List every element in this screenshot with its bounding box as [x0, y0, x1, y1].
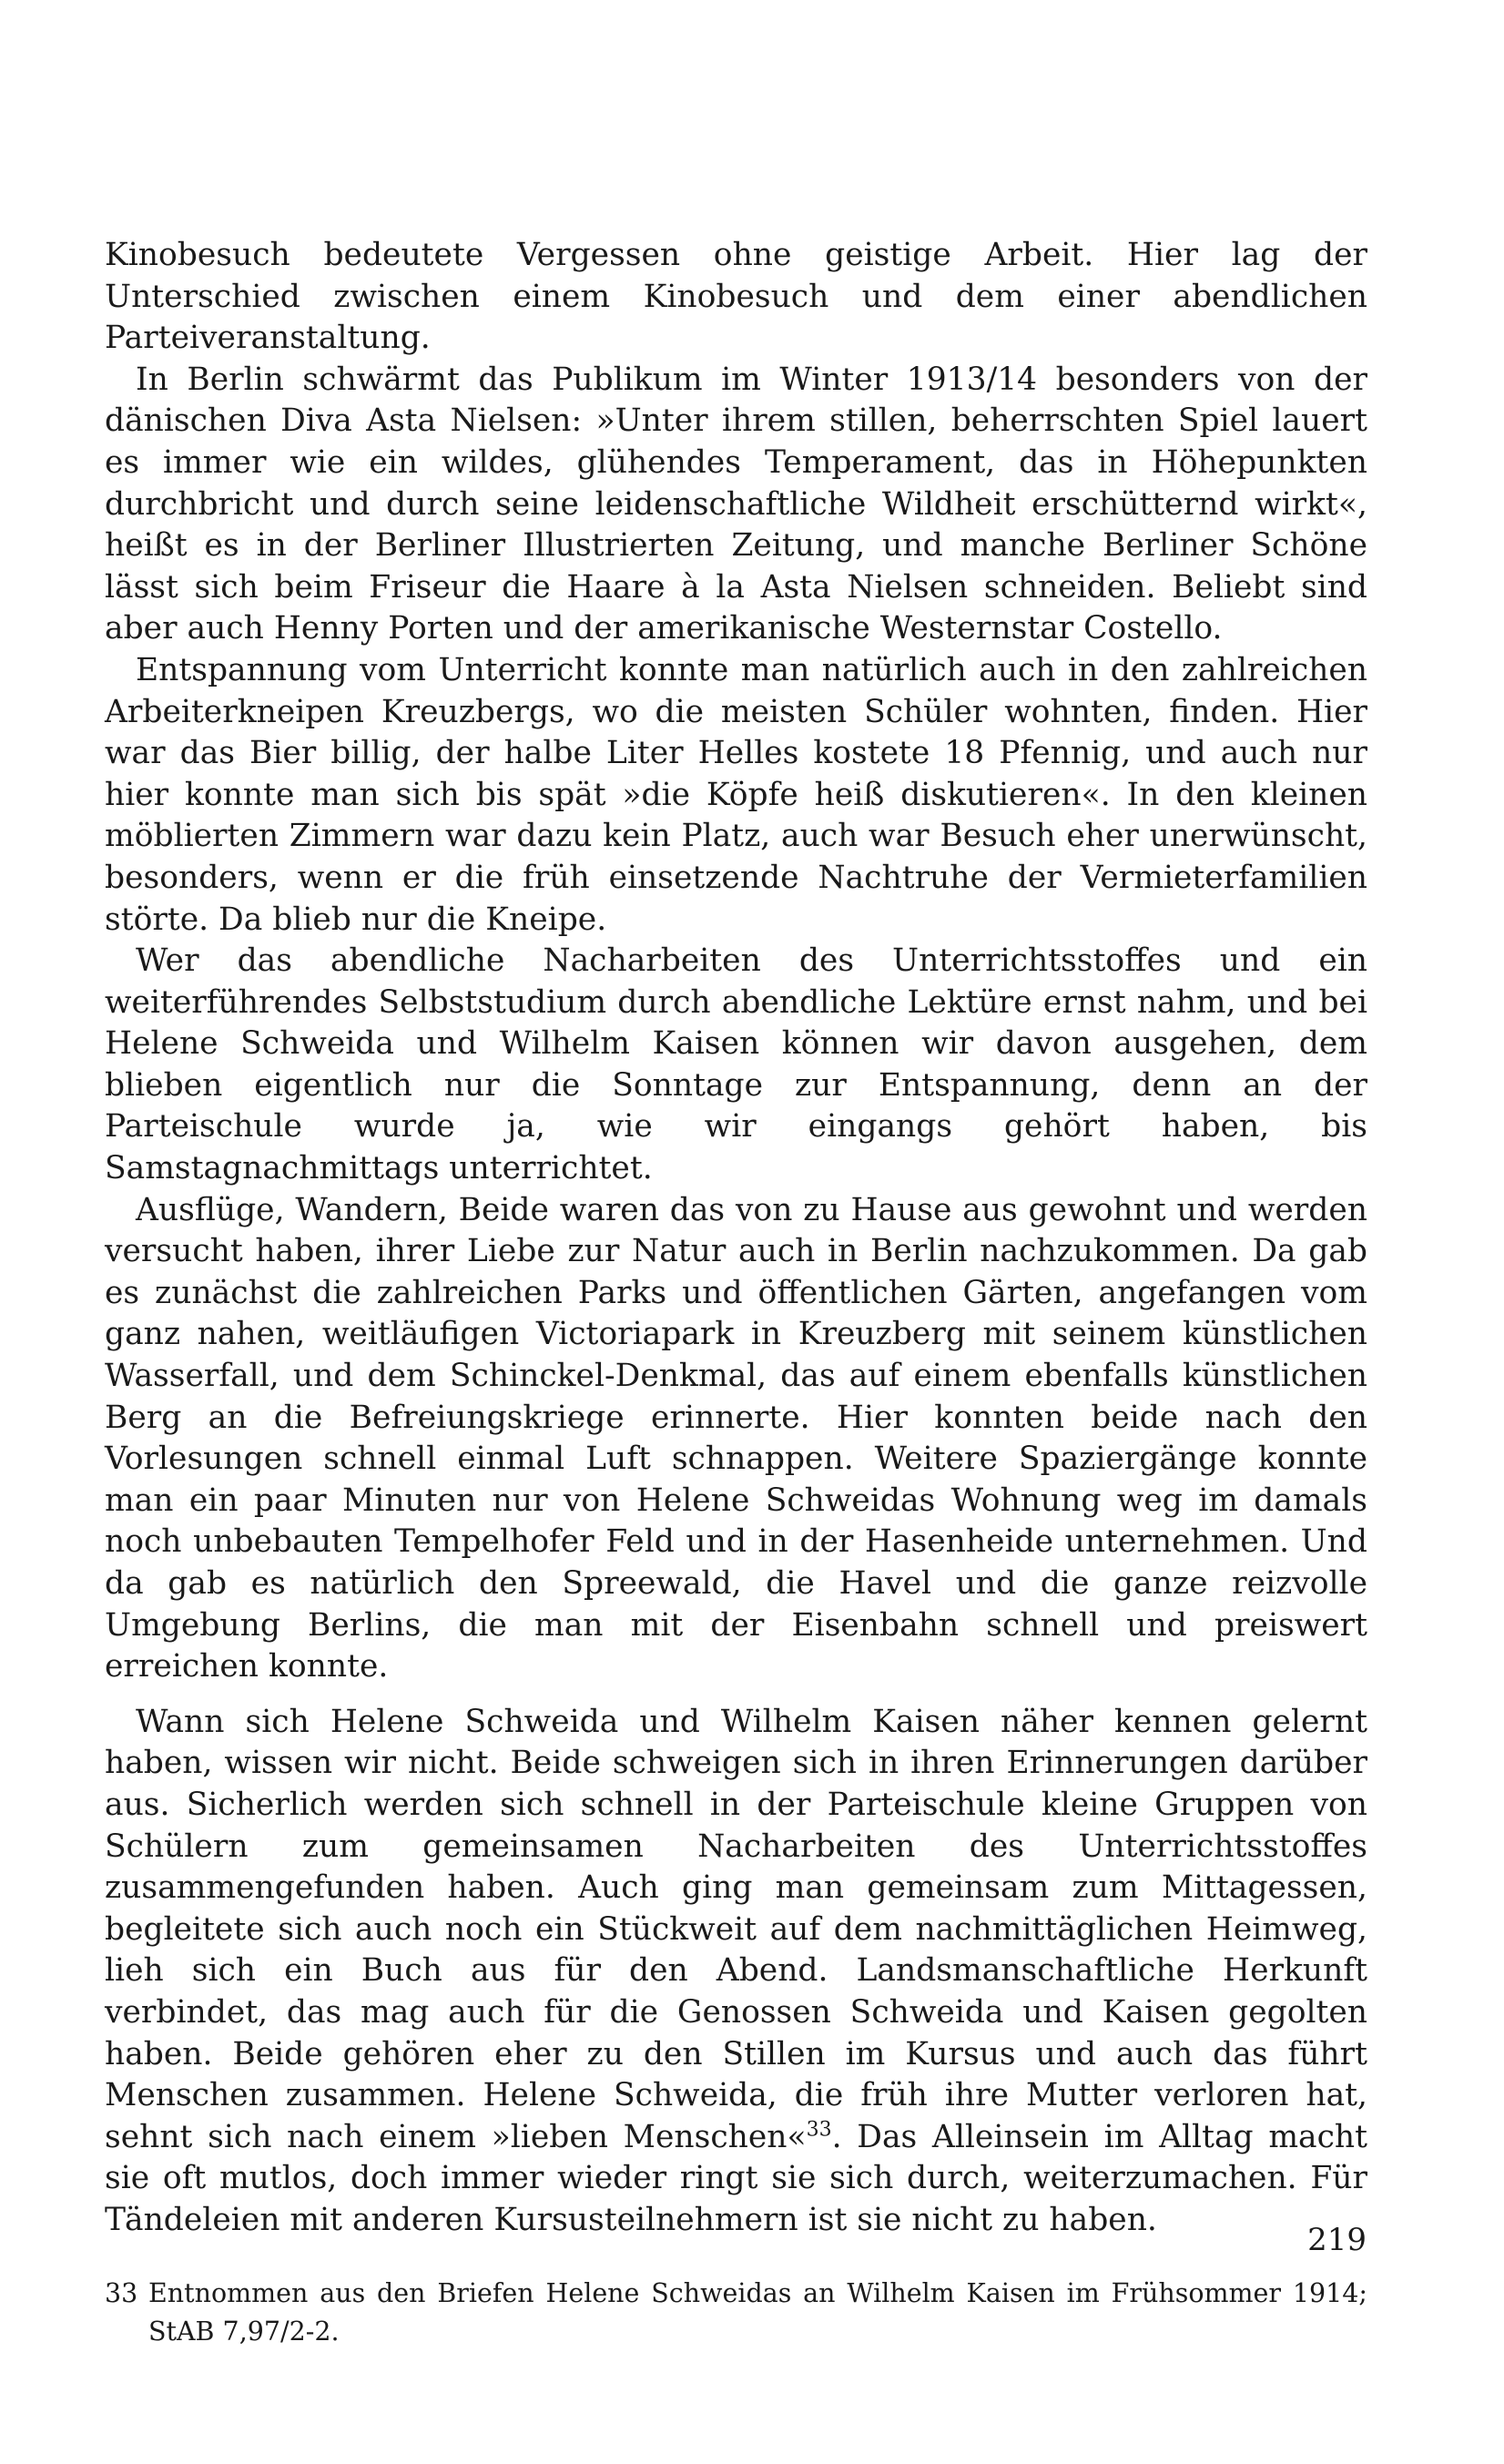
- footnote-text: Entnommen aus den Briefen Helene Schweidas an Wilhelm Kaisen im Frühsommer 1914; StAB 7,97/2-2.: [148, 2277, 1367, 2347]
- paragraph-asta-nielsen: In Berlin schwärmt das Publikum im Winter 1913/14 besonders von der dänischen Diva Asta Nielsen: »Unter ihrem stillen, beherrschten Spiel lauert es immer wie ein wildes, glühendes Temperament, das in Höhepunkten durchbricht und durch seine leidenschaftliche Wildheit erschütternd wirkt«, heißt es in der Berliner Illustrierten Zeitung, und manche Berliner Schöne lässt sich beim Friseur die Haare à la Asta Nielsen schneiden. Beliebt sind aber auch Henny Porten und der amerikanische Westernstar Costello.: [105, 361, 1367, 647]
- paragraph-cinema: Kinobesuch bedeutete Vergessen ohne geistige Arbeit. Hier lag der Unterschied zwischen einem Kinobesuch und dem einer abendlichen Parteiveranstaltung.: [105, 237, 1367, 357]
- paragraph-selbststudium: Wer das abendliche Nacharbeiten des Unterrichtsstoffes und ein weiterführendes Selbststudium durch abendliche Lektüre ernst nahm, und bei Helene Schweida und Wilhelm Kaisen können wir davon ausgehen, dem blieben eigentlich nur die Sonntage zur Entspannung, denn an der Parteischule wurde ja, wie wir eingangs gehört haben, bis Samstagnachmittags unterrichtet.: [105, 942, 1367, 1187]
- paragraph-ausfluege: Ausflüge, Wandern, Beide waren das von zu Hause aus gewohnt und werden versucht haben, ihrer Liebe zur Natur auch in Berlin nachzukommen. Da gab es zunächst die zahlreichen Parks und öffentlichen Gärten, angefangen vom ganz nahen, weitläufigen Victoriapark in Kreuzberg mit seinem künstlichen Wasserfall, und dem Schinckel-Denkmal, das auf einem ebenfalls künstlichen Berg an die Befreiungskriege erinnerte. Hier konnten beide nach den Vorlesungen schnell einmal Luft schnappen. Weitere Spaziergänge konnte man ein paar Minuten nur von Helene Schweidas Wohnung weg im damals noch unbebauten Tempelhofer Feld und in der Hasenheide unternehmen. Und da gab es natürlich den Spreewald, die Havel und die ganze reizvolle Umgebung Berlins, die man mit der Eisenbahn schnell und preiswert erreichen konnte.: [105, 1191, 1367, 1685]
- paragraph-kennenlernen: [105, 1702, 1367, 2242]
- paragraph-kneipen: Entspannung vom Unterricht konnte man natürlich auch in den zahlreichen Arbeiterkneipen Kreuzbergs, wo die meisten Schüler wohnten, finden. Hier war das Bier billig, der halbe Liter Helles kostete 18 Pfennig, und auch nur hier konnte man sich bis spät »die Köpfe heiß diskutieren«. In den kleinen möblierten Zimmern war dazu kein Platz, auch war Besuch eher unerwünscht, besonders, wenn er die früh einsetzende Nachtruhe der Vermieterfamilien störte. Da blieb nur die Kneipe.: [105, 651, 1367, 938]
- page-number: 219: [1307, 2222, 1367, 2258]
- footnote-number: 33: [105, 2277, 138, 2308]
- footnote-reference[interactable]: 33: [806, 2118, 832, 2142]
- footnotes: [105, 2275, 1367, 2351]
- footnote: [105, 2275, 1367, 2351]
- page-body: [105, 235, 1367, 2351]
- paragraph-kennenlernen-part2: . Das Alleinsein im Alltag macht sie oft mutlos, doch immer wieder ringt sie sich durch, weiterzumachen. Für Tändeleien mit anderen Kursusteilnehmern ist sie nicht zu haben.: [105, 2118, 1368, 2238]
- paragraph-kennenlernen-part1: Wann sich Helene Schweida und Wilhelm Kaisen näher kennen gelernt haben, wissen wir nicht. Beide schweigen sich in ihren Erinnerungen darüber aus. Sicherlich werden sich schnell in der Parteischule kleine Gruppen von Schülern zum gemeinsamen Nacharbeiten des Unterrichtsstoffes zusammengefunden haben. Auch ging man gemeinsam zum Mittagessen, begleitete sich auch noch ein Stückweit auf dem nachmittäglichen Heimweg, lieh sich ein Buch aus für den Abend. Landsmanschaftliche Herkunft verbindet, das mag auch für die Genossen Schweida und Kaisen gegolten haben. Beide gehören eher zu den Stillen im Kursus und auch das führt Menschen zusammen. Helene Schweida, die früh ihre Mutter verloren hat, sehnt sich nach einem »lieben Menschen«: [105, 1703, 1367, 2155]
